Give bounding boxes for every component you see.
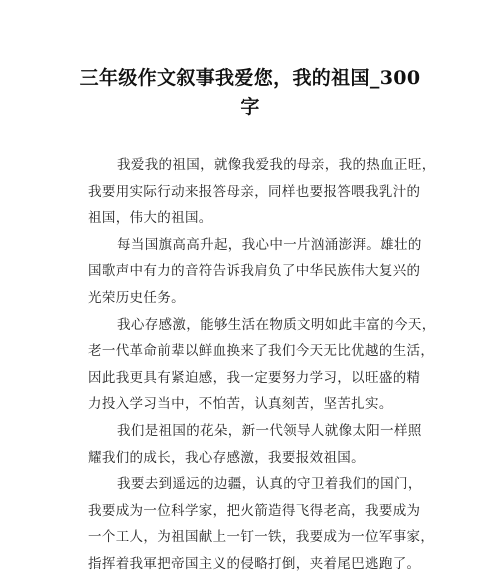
document-title [70,64,430,122]
paragraph-line: 我们是祖国的花朵，新一代领导人就像太阳一样照 [117,422,422,439]
paragraph-line: 我爱我的祖国，就像我爱我的母亲，我的热血正旺， [117,157,436,173]
document-body [88,152,436,578]
title-line: 字 [240,96,260,118]
paragraph-line: 力投入学习当中，不怕苦，认真刻苦，坚苦扎实。 [88,396,393,413]
title-line: 三年级作文叙事我爱您，我的祖国_300 [79,67,421,89]
paragraph-line: 一个工人，为祖国献上一钉一铁，我要成为一位军事家， [88,529,435,546]
paragraph-line: 每当国旗高高升起，我心中一片汹涌澎湃。雄壮的 [117,236,422,253]
paragraph-line: 因此我更具有紧迫感，我一定要努力学习，以旺盛的精 [88,369,421,386]
paragraph-line: 耀我们的成长，我心存感激，我要报效祖国。 [88,449,365,466]
paragraph-line: 指挥着我軍把帝国主义的侵略打倒，夹着尾巴逃跑了。 [88,555,421,572]
paragraph-line: 老一代革命前辈以鲜血换来了我们今天无比优越的生活， [88,343,435,360]
paragraph-line: 光荣历史任务。 [88,289,185,306]
paragraph-line: 我心存感激，能够生活在物质文明如此丰富的今天， [117,316,436,333]
paragraph-line: 国歌声中有力的音符告诉我肩负了中华民族伟大复兴的 [88,263,421,280]
paragraph-line: 我要用实际行动来报答母亲，同样也要报答喂我乳汁的 [88,183,421,200]
paragraph-line: 祖国，伟大的祖国。 [88,210,213,227]
paragraph-line: 我要成为一位科学家，把火箭造得飞得老高，我要成为 [88,502,421,519]
paragraph-line: 我要去到遥远的边疆，认真的守卫着我们的国门， [117,476,422,493]
